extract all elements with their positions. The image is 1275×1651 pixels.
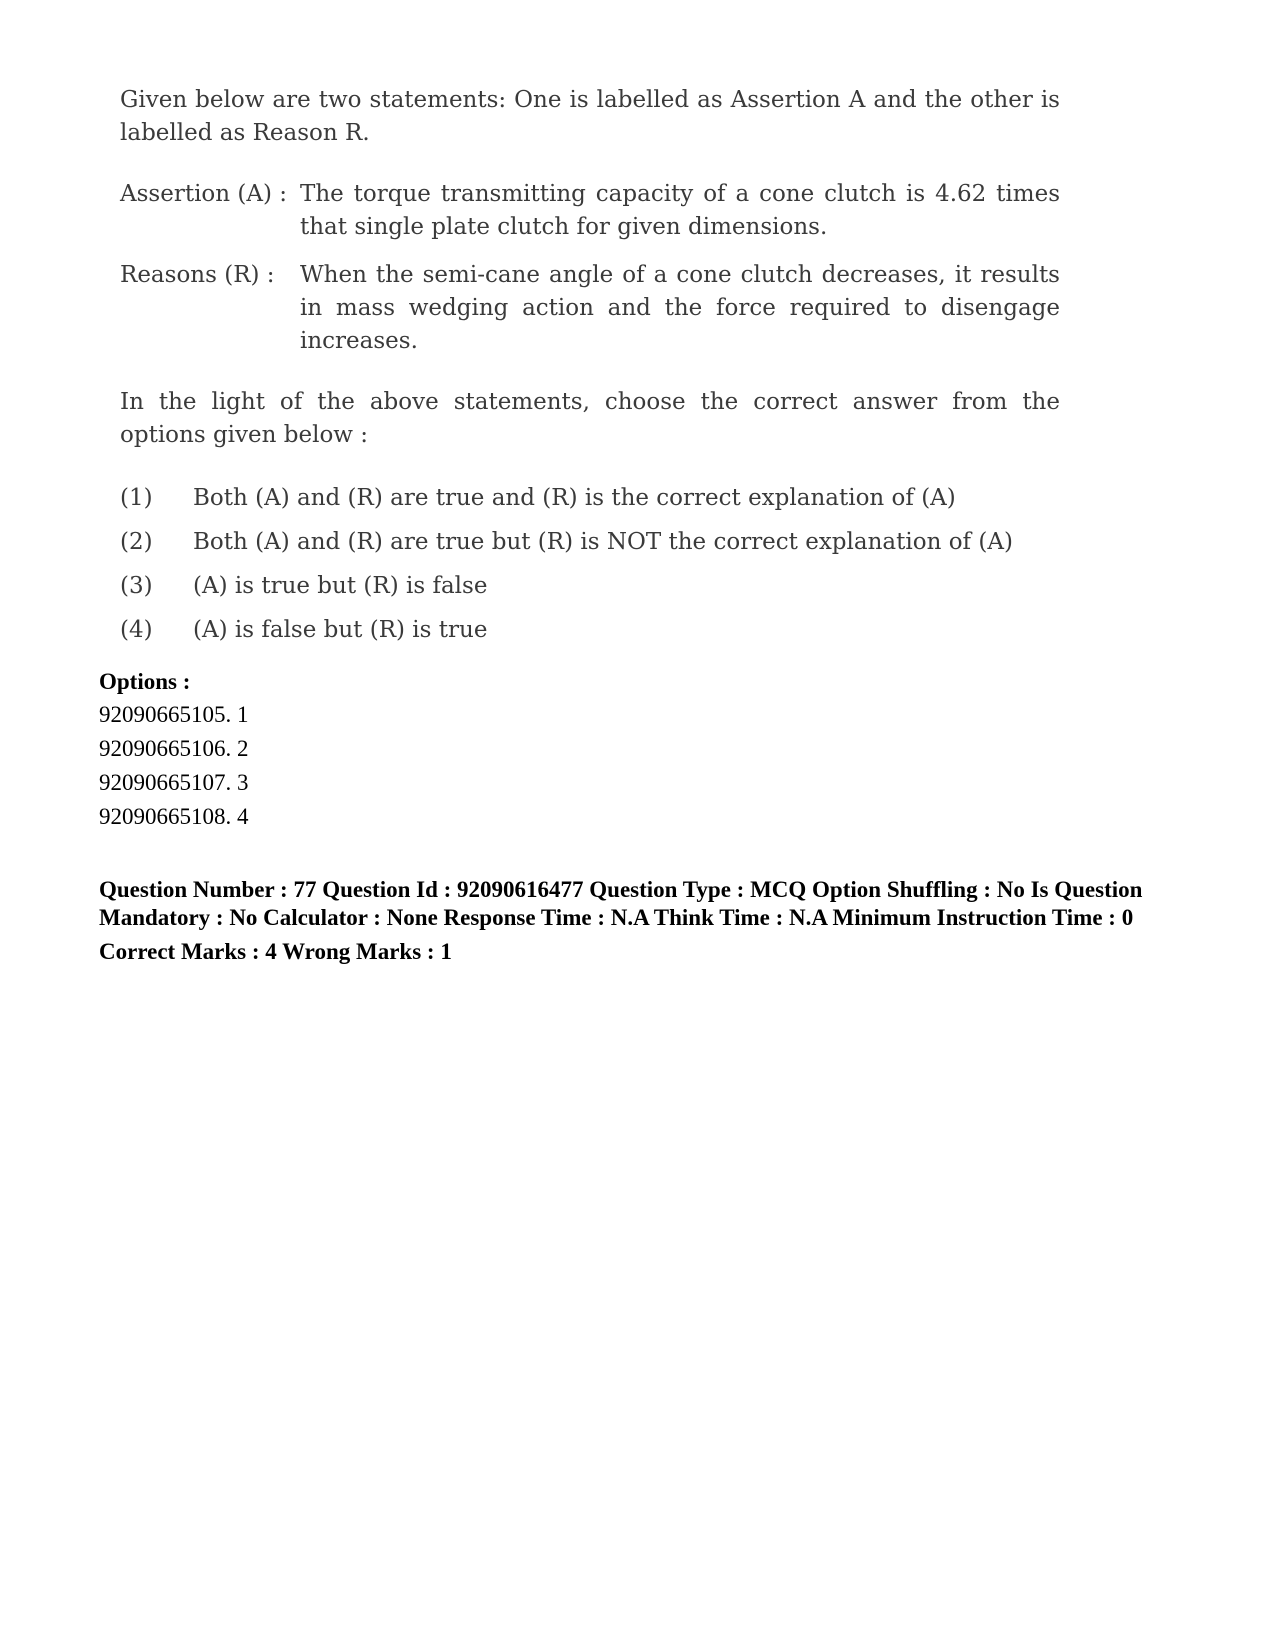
choice-number: (1) bbox=[120, 484, 153, 511]
choice-text: Both (A) and (R) are true and (R) is the correct explanation of (A) bbox=[193, 484, 956, 511]
reason-text: When the semi-cane angle of a cone clutch decreases, it results in mass wedging action and the force required to disengage increases. bbox=[300, 262, 1060, 354]
question-lead: In the light of the above statements, choose the correct answer from the options given below : bbox=[120, 389, 1060, 448]
question-info: Question Number : 77 Question Id : 92090616477 Question Type : MCQ Option Shuffling : No Is Question Mandatory : No Calculator : None Response Time : N.A Think Time : N.A Minimum Instruction Time : 0 bbox=[99, 877, 1143, 930]
choice-list bbox=[120, 476, 1060, 652]
option-line: 92090665106. 2 bbox=[99, 736, 249, 761]
answer-section bbox=[99, 666, 1179, 966]
choice-text: (A) is false but (R) is true bbox=[193, 616, 488, 643]
option-line: 92090665107. 3 bbox=[99, 770, 249, 795]
option-line: 92090665105. 1 bbox=[99, 702, 249, 727]
marks-info: Correct Marks : 4 Wrong Marks : 1 bbox=[99, 939, 452, 964]
question-image bbox=[120, 84, 1060, 652]
choice-text: (A) is true but (R) is false bbox=[193, 572, 488, 599]
assertion-label: Assertion (A) : bbox=[120, 181, 288, 207]
option-line: 92090665108. 4 bbox=[99, 804, 249, 829]
choice-number: (4) bbox=[120, 616, 153, 643]
assertion bbox=[120, 178, 1060, 244]
choice-item bbox=[120, 564, 1060, 608]
question-intro: Given below are two statements: One is labelled as Assertion A and the other is labelled as Reason R. bbox=[120, 87, 1060, 146]
choice-item bbox=[120, 476, 1060, 520]
choice-text: Both (A) and (R) are true but (R) is NOT the correct explanation of (A) bbox=[193, 528, 1013, 555]
choice-item bbox=[120, 608, 1060, 652]
choice-number: (2) bbox=[120, 528, 153, 555]
assertion-text: The torque transmitting capacity of a cone clutch is 4.62 times that single plate clutch for given dimensions. bbox=[300, 181, 1060, 240]
reason bbox=[120, 259, 1060, 358]
choice-item bbox=[120, 520, 1060, 564]
reason-label: Reasons (R) : bbox=[120, 262, 275, 288]
choice-number: (3) bbox=[120, 572, 153, 599]
options-heading: Options : bbox=[99, 669, 191, 694]
